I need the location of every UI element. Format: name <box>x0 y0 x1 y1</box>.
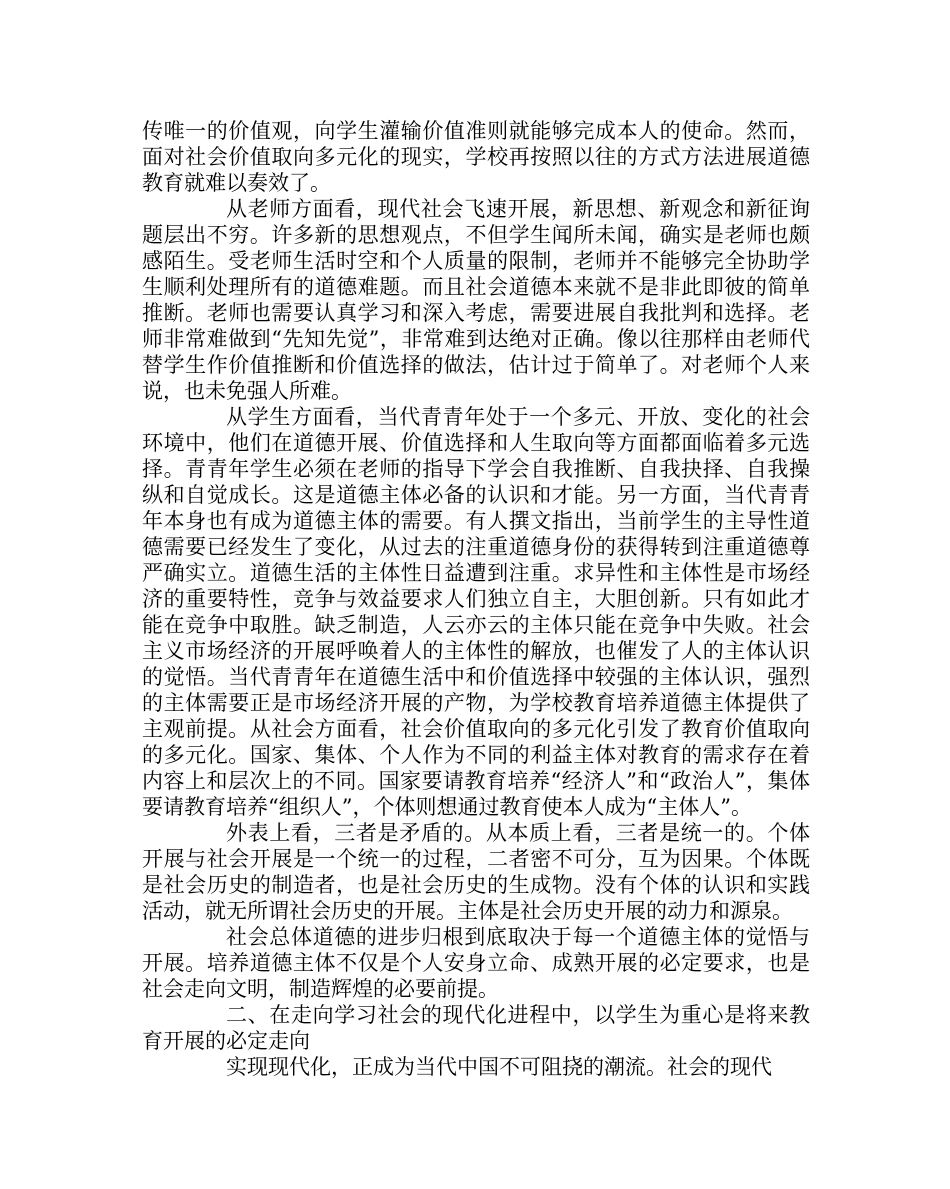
document-page <box>142 118 810 1080</box>
paragraph-4: 外表上看，三者是矛盾的。从本质上看，三者是统一的。个体开展与社会开展是一个统一的过程，二者密不可分，互为因果。个体既是社会历史的制造者，也是社会历史的生成物。没有个体的认识和实践活动，就无所谓社会历史的开展。主体是社会历史开展的动力和源泉。 <box>142 821 810 923</box>
paragraph-7: 实现现代化，正成为当代中国不可阻挠的潮流。社会的现代 <box>226 1055 772 1079</box>
paragraph-2: 从老师方面看，现代社会飞速开展，新思想、新观念和新征询题层出不穷。许多新的思想观点，不但学生闻所未闻，确实是老师也颇感陌生。受老师生活时空和个人质量的限制，老师并不能够完全协助学生顺利处理所有的道德难题。而且社会道德本来就不是非此即彼的简单推断。老师也需要认真学习和深入考虑，需要进展自我批判和选择。老师非常难做到“先知先觉”，非常难到达绝对正确。像以往那样由老师代替学生作价值推断和价值选择的做法，估计过于简单了。对老师个人来说，也未免强人所难。 <box>142 197 810 403</box>
paragraph-1: 传唯一的价值观，向学生灌输价值准则就能够完成本人的使命。然而，面对社会价值取向多元化的现实，学校再按照以往的方式方法进展道德教育就难以奏效了。 <box>142 119 810 195</box>
paragraph-5: 社会总体道德的进步归根到底取决于每一个道德主体的觉悟与开展。培养道德主体不仅是个人安身立命、成熟开展的必定要求，也是社会走向文明，制造辉煌的必要前提。 <box>142 925 810 1001</box>
section-heading-2: 二、在走向学习社会的现代化进程中，以学生为重心是将来教育开展的必定走向 <box>142 1003 810 1053</box>
paragraph-3: 从学生方面看，当代青青年处于一个多元、开放、变化的社会环境中，他们在道德开展、价值选择和人生取向等方面都面临着多元选择。青青年学生必须在老师的指导下学会自我推断、自我抉择、自我操纵和自觉成长。这是道德主体必备的认识和才能。另一方面，当代青青年本身也有成为道德主体的需要。有人撰文指出，当前学生的主导性道德需要已经发生了变化，从过去的注重道德身份的获得转到注重道德尊严确实立。道德生活的主体性日益遭到注重。求异性和主体性是市场经济的重要特性，竞争与效益要求人们独立自主，大胆创新。只有如此才能在竞争中取胜。缺乏制造，人云亦云的主体只能在竞争中失败。社会主义市场经济的开展呼唤着人的主体性的解放，也催发了人的主体认识的觉悟。当代青青年在道德生活中和价值选择中较强的主体认识，强烈的主体需要正是市场经济开展的产物，为学校教育培养道德主体提供了主观前提。从社会方面看，社会价值取向的多元化引发了教育价值取向的多元化。国家、集体、个人作为不同的利益主体对教育的需求存在着内容上和层次上的不同。国家要请教育培养“经济人”和“政治人”，集体要请教育培养“组织人”，个体则想通过教育使本人成为“主体人”。 <box>142 405 810 819</box>
